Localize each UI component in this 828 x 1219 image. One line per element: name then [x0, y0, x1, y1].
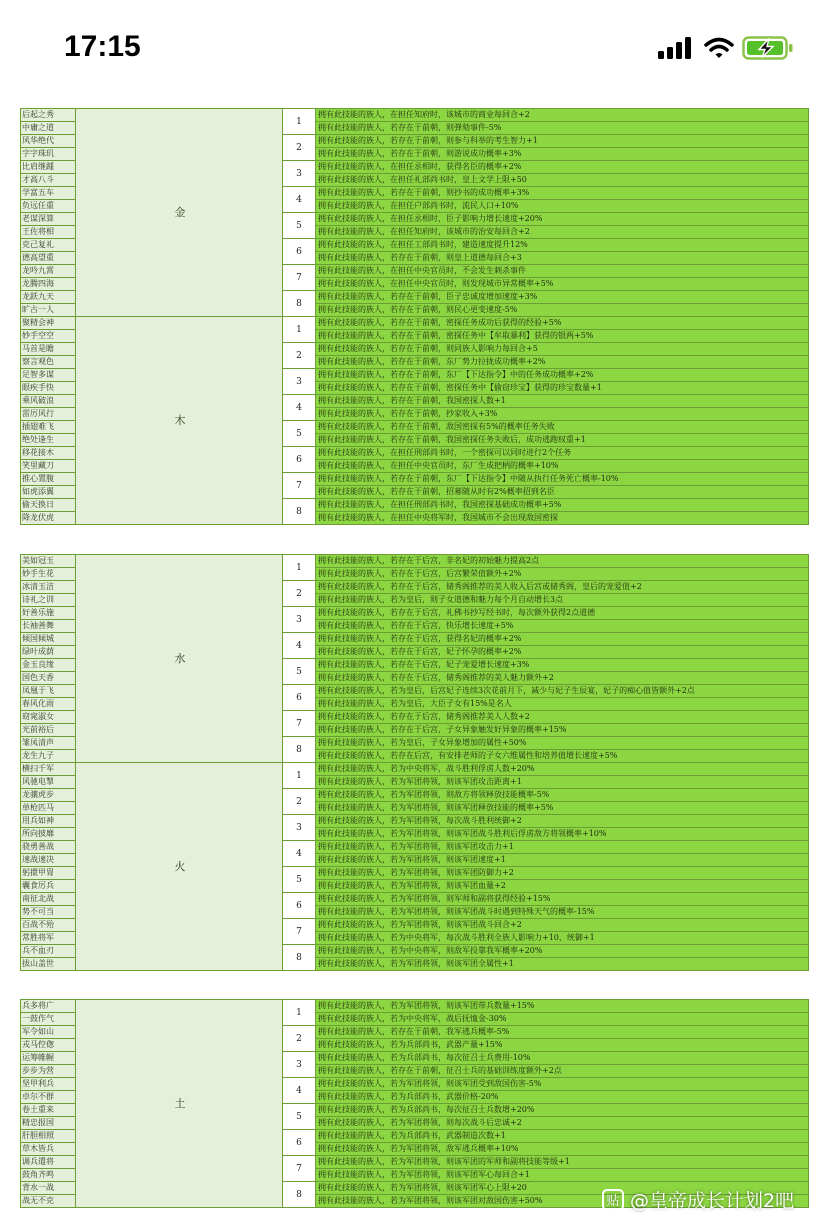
skill-description: 拥有此技能的族人，若为军团将领，则敌方将领释放技能概率-5% — [316, 789, 809, 802]
skill-description: 拥有此技能的族人，若存在于前朝，则抄书的成功概率+3% — [316, 187, 809, 200]
skill-description: 拥有此技能的族人，若为军团将领，则该军团防御力+2 — [316, 867, 809, 880]
skill-name: 常胜将军 — [21, 932, 76, 945]
skill-name: 骁勇善战 — [21, 841, 76, 854]
skill-level: 4 — [283, 1078, 316, 1104]
skill-description: 拥有此技能的族人，若为皇后，后宫妃子连续3次花前月下，减少与妃子生辰宴，妃子的痴心值皆额外+2点 — [316, 685, 809, 698]
skill-description: 拥有此技能的族人，若存在后宫，有安排老师的子女六维属性和培养值增长速度+5% — [316, 750, 809, 763]
skill-name: 所向披靡 — [21, 828, 76, 841]
skill-name: 南征北战 — [21, 893, 76, 906]
skill-level: 5 — [283, 1104, 316, 1130]
skill-level: 5 — [283, 867, 316, 893]
skill-description: 拥有此技能的族人，若存在于后宫，储秀阁推荐美人人数+2 — [316, 711, 809, 724]
skill-level: 3 — [283, 1052, 316, 1078]
skill-level: 8 — [283, 291, 316, 317]
skill-level: 8 — [283, 1182, 316, 1208]
status-bar — [0, 0, 828, 100]
skill-name: 绿叶成荫 — [21, 646, 76, 659]
skill-level: 8 — [283, 499, 316, 525]
skill-level: 7 — [283, 265, 316, 291]
skill-name: 横扫千军 — [21, 763, 76, 776]
skill-description: 拥有此技能的族人，若存在于后宫，礼佛书抄写经书时，每次额外获得2点道德 — [316, 607, 809, 620]
skill-level: 3 — [283, 815, 316, 841]
skill-name: 察言观色 — [21, 356, 76, 369]
skill-description: 拥有此技能的族人，若为皇后，大臣子女有15%是名人 — [316, 698, 809, 711]
skill-name: 学富五车 — [21, 187, 76, 200]
skill-name: 一鼓作气 — [21, 1013, 76, 1026]
skill-description: 拥有此技能的族人，若为军团将领，则该军团军心上限+20 — [316, 1182, 809, 1195]
skill-name: 龙生九子 — [21, 750, 76, 763]
skill-name: 中庸之道 — [21, 122, 76, 135]
skill-name: 倾国倾城 — [21, 633, 76, 646]
skill-description: 拥有此技能的族人，若存在于前朝，我国密探任务失败后，成功逃跑权重+1 — [316, 434, 809, 447]
skill-name: 眼疾手快 — [21, 382, 76, 395]
skill-description: 拥有此技能的族人，在担任中央官员时，东厂生成把柄的概率+10% — [316, 460, 809, 473]
skill-name: 单枪匹马 — [21, 802, 76, 815]
battery-charging-icon — [742, 36, 794, 60]
skill-name: 拔山盖世 — [21, 958, 76, 971]
element-label: 金 — [76, 109, 283, 317]
skill-name: 如虎添翼 — [21, 486, 76, 499]
skill-level: 1 — [283, 109, 316, 135]
skill-description: 拥有此技能的族人，在担任丞相时，获得名臣的概率+2% — [316, 161, 809, 174]
skill-name: 笑里藏刀 — [21, 460, 76, 473]
skill-name: 妙手空空 — [21, 330, 76, 343]
skill-description: 拥有此技能的族人，若为军团将领，则该军团战斗时遇到特殊天气的概率-15% — [316, 906, 809, 919]
skill-level: 4 — [283, 841, 316, 867]
skill-name: 马首是瞻 — [21, 343, 76, 356]
skill-description: 拥有此技能的族人，若存在于后宫，妃子怀孕的概率+2% — [316, 646, 809, 659]
skill-name: 妙手生花 — [21, 568, 76, 581]
skill-description: 拥有此技能的族人，若存在于前朝，招募随从时有2%概率招到名臣 — [316, 486, 809, 499]
skill-name: 春风化雨 — [21, 698, 76, 711]
skill-description: 拥有此技能的族人，若为军团将领，则该军团血量+2 — [316, 880, 809, 893]
skill-description: 拥有此技能的族人，若为兵部尚书，每次征召士兵费用-10% — [316, 1052, 809, 1065]
watermark-text: @皇帝成长计划2吧 — [630, 1190, 795, 1212]
skill-name: 背水一战 — [21, 1182, 76, 1195]
skill-name: 草木皆兵 — [21, 1143, 76, 1156]
skill-description: 拥有此技能的族人，在担任丞相时，臣子影响力增长速度+20% — [316, 213, 809, 226]
skill-name: 金玉良缘 — [21, 659, 76, 672]
skill-level: 1 — [283, 1000, 316, 1026]
element-label: 火 — [76, 763, 283, 971]
skill-name: 国色天香 — [21, 672, 76, 685]
skill-description: 拥有此技能的族人，若存在于后宫，储秀阁推荐的美人魅力额外+2 — [316, 672, 809, 685]
watermark — [602, 1186, 794, 1213]
skill-name: 戎马倥偬 — [21, 1039, 76, 1052]
skill-name: 字字珠玑 — [21, 148, 76, 161]
skill-name: 肝胆相照 — [21, 1130, 76, 1143]
skill-name: 用兵如神 — [21, 815, 76, 828]
skill-description: 拥有此技能的族人，若存在于后宫，非名妃的初始魅力提高2点 — [316, 555, 809, 568]
skill-description: 拥有此技能的族人，在担任工部尚书时，建造速度提升12% — [316, 239, 809, 252]
skill-name: 步步为营 — [21, 1065, 76, 1078]
skill-description: 拥有此技能的族人，在担任中央官员时，则发现城市异常概率+5% — [316, 278, 809, 291]
skill-level: 1 — [283, 763, 316, 789]
skill-name: 龙跃九天 — [21, 291, 76, 304]
skill-name: 龙吟九霄 — [21, 265, 76, 278]
skill-level: 1 — [283, 317, 316, 343]
skill-description: 拥有此技能的族人，若为中央将军，战后抚恤金-30% — [316, 1013, 809, 1026]
skill-name: 兵多将广 — [21, 1000, 76, 1013]
skill-name: 雷厉风行 — [21, 408, 76, 421]
skill-description: 拥有此技能的族人，在担任知府时，该城市的商业每回合+2 — [316, 109, 809, 122]
skill-name: 窈窕淑女 — [21, 711, 76, 724]
skill-name: 偷天换日 — [21, 499, 76, 512]
skill-description: 拥有此技能的族人，在担任中央官员时，不会发生刺杀事件 — [316, 265, 809, 278]
skill-name: 比肩继踵 — [21, 161, 76, 174]
status-time: 17:15 — [64, 30, 141, 63]
skill-name: 龙腾四海 — [21, 278, 76, 291]
skill-name: 囊食厉兵 — [21, 880, 76, 893]
skill-description: 拥有此技能的族人，若存在于前朝，密探任务中【偷窃珍宝】获得的珍宝数量+1 — [316, 382, 809, 395]
tieba-logo-icon: 贴 — [602, 1189, 624, 1211]
skills-table — [20, 999, 809, 1208]
skill-name: 精忠报国 — [21, 1117, 76, 1130]
skill-level: 4 — [283, 395, 316, 421]
skill-level: 2 — [283, 1026, 316, 1052]
skill-description: 拥有此技能的族人，若为中央将军，则敌军投靠我军概率+20% — [316, 945, 809, 958]
skill-level: 4 — [283, 633, 316, 659]
skill-name: 负远任重 — [21, 200, 76, 213]
skill-name: 移花接木 — [21, 447, 76, 460]
skill-name: 推心置腹 — [21, 473, 76, 486]
skill-name: 长袖善舞 — [21, 620, 76, 633]
skill-description: 拥有此技能的族人，在担任户部尚书时，流民人口+10% — [316, 200, 809, 213]
element-label: 土 — [76, 1000, 283, 1208]
skill-description: 拥有此技能的族人，若存在于前朝，东厂势力拉拢成功概率+2% — [316, 356, 809, 369]
skill-name: 老谋深算 — [21, 213, 76, 226]
cellular-signal-icon — [658, 37, 696, 59]
skill-name: 卓尔不群 — [21, 1091, 76, 1104]
skill-level: 6 — [283, 685, 316, 711]
skill-description: 拥有此技能的族人，若为军团将领，则该军团攻击力+1 — [316, 841, 809, 854]
skill-description: 拥有此技能的族人，若为军团将领，则该军团的军师和副将技能等级+1 — [316, 1156, 809, 1169]
skill-name: 战无不克 — [21, 1195, 76, 1208]
skill-name: 军令如山 — [21, 1026, 76, 1039]
skill-name: 诗礼之训 — [21, 594, 76, 607]
skill-description: 拥有此技能的族人，若存在于前朝，则民心更变速度-5% — [316, 304, 809, 317]
skill-level: 2 — [283, 581, 316, 607]
skill-description: 拥有此技能的族人，若为军团将领，则该军团速度+1 — [316, 854, 809, 867]
skills-table — [20, 108, 809, 525]
skill-description: 拥有此技能的族人，若存在于前朝，抄家收入+3% — [316, 408, 809, 421]
skill-level: 7 — [283, 919, 316, 945]
skill-level: 2 — [283, 343, 316, 369]
skill-description: 拥有此技能的族人，在担任刑部尚书时，我国密探基础成功概率+5% — [316, 499, 809, 512]
skill-name: 冰清玉洁 — [21, 581, 76, 594]
skill-level: 6 — [283, 447, 316, 473]
skill-description: 拥有此技能的族人，若为军团将领，则该军团对敌国伤害+50% — [316, 1195, 809, 1208]
skill-description: 拥有此技能的族人，若为军团将领，则该军团释放技能的概率+5% — [316, 802, 809, 815]
skill-name: 美如冠玉 — [21, 555, 76, 568]
skill-name: 卷土重来 — [21, 1104, 76, 1117]
skill-description: 拥有此技能的族人，若为军团将领，则该军团战斗胜利后俘虏敌方将领概率+10% — [316, 828, 809, 841]
skill-name: 足智多谋 — [21, 369, 76, 382]
skill-level: 8 — [283, 945, 316, 971]
skill-description: 拥有此技能的族人，若为军团将领，则该军团带兵数量+15% — [316, 1000, 809, 1013]
skill-level: 5 — [283, 659, 316, 685]
element-label: 水 — [76, 555, 283, 763]
skill-level: 2 — [283, 135, 316, 161]
skill-name: 龙骧虎步 — [21, 789, 76, 802]
skill-name: 百战不殆 — [21, 919, 76, 932]
skill-level: 3 — [283, 369, 316, 395]
skill-description: 拥有此技能的族人，若为兵部尚书，每次征召士兵数增+20% — [316, 1104, 809, 1117]
skill-name: 德高望重 — [21, 252, 76, 265]
skill-description: 拥有此技能的族人，若存在于前朝，则游说成功概率+3% — [316, 148, 809, 161]
skill-description: 拥有此技能的族人，若存在于前朝，则皇上道德每回合+3 — [316, 252, 809, 265]
skill-description: 拥有此技能的族人，在担任礼部尚书时，皇上文学上限+50 — [316, 174, 809, 187]
skill-description: 拥有此技能的族人，在担任中央将军时，我国城市不会出现敌国密探 — [316, 512, 809, 525]
skill-level: 8 — [283, 737, 316, 763]
skill-name: 克己复礼 — [21, 239, 76, 252]
skill-level: 1 — [283, 555, 316, 581]
skill-level: 6 — [283, 239, 316, 265]
skill-description: 拥有此技能的族人，若为兵部尚书，武器制造次数+1 — [316, 1130, 809, 1143]
skill-description: 拥有此技能的族人，若存在于前朝，征召士兵的基础训练度额外+2点 — [316, 1065, 809, 1078]
skill-description: 拥有此技能的族人，若为军团将领，则该军团军心每回合+1 — [316, 1169, 809, 1182]
skills-sheet-metal-wood — [20, 108, 808, 525]
skill-level: 3 — [283, 161, 316, 187]
skill-name: 王佐将相 — [21, 226, 76, 239]
skill-description: 拥有此技能的族人，在担任知府时，该城市的治安每回合+2 — [316, 226, 809, 239]
skill-name: 风华绝代 — [21, 135, 76, 148]
skill-name: 乘风破浪 — [21, 395, 76, 408]
skill-description: 拥有此技能的族人，若为军团将领，则该军团攻击距离+1 — [316, 776, 809, 789]
skill-description: 拥有此技能的族人，若存在于后宫，妃子宠爱增长速度+3% — [316, 659, 809, 672]
skill-description: 拥有此技能的族人，若为皇后，则子女道德和魅力每个月自动增长3点 — [316, 594, 809, 607]
skill-description: 拥有此技能的族人，若存在于前朝，我军逃兵概率-5% — [316, 1026, 809, 1039]
skill-name: 势不可当 — [21, 906, 76, 919]
table-row — [21, 555, 809, 568]
skill-description: 拥有此技能的族人，若存在于前朝，臣子忠诚度增加速度+3% — [316, 291, 809, 304]
skill-description: 拥有此技能的族人，若存在于前朝，则参与科举的考生智力+1 — [316, 135, 809, 148]
skill-description: 拥有此技能的族人，若为军团将领，则该军团受到敌国伤害-5% — [316, 1078, 809, 1091]
skill-description: 拥有此技能的族人，若为中央将军，战斗胜利俘虏人数+20% — [316, 763, 809, 776]
skills-table — [20, 554, 809, 971]
element-label: 木 — [76, 317, 283, 525]
table-row — [21, 763, 809, 776]
wifi-icon — [704, 37, 734, 59]
skill-name: 插翅难飞 — [21, 421, 76, 434]
skill-description: 拥有此技能的族人，若存在于前朝，则同族人影响力每回合+5 — [316, 343, 809, 356]
skill-name: 后起之秀 — [21, 109, 76, 122]
skill-level: 7 — [283, 473, 316, 499]
skill-level: 6 — [283, 1130, 316, 1156]
skill-description: 拥有此技能的族人，若为军团将领，则该军团全属性+1 — [316, 958, 809, 971]
skill-description: 拥有此技能的族人，若为军团将领，则该军团战斗回合+2 — [316, 919, 809, 932]
skill-name: 坚甲利兵 — [21, 1078, 76, 1091]
skills-sheet-earth — [20, 999, 808, 1208]
skill-description: 拥有此技能的族人，若存在于前朝，则弹劾事件-5% — [316, 122, 809, 135]
skill-name: 鼓角齐鸣 — [21, 1169, 76, 1182]
skill-description: 拥有此技能的族人，若为军团将领，敌军逃兵概率+10% — [316, 1143, 809, 1156]
skill-name: 躬擐甲胄 — [21, 867, 76, 880]
skill-level: 4 — [283, 187, 316, 213]
skill-name: 速战速决 — [21, 854, 76, 867]
skill-level: 6 — [283, 893, 316, 919]
table-row — [21, 317, 809, 330]
status-icons — [658, 36, 794, 60]
skill-level: 7 — [283, 711, 316, 737]
skill-name: 旷古一人 — [21, 304, 76, 317]
skill-description: 拥有此技能的族人，若为中央将军，每次战斗胜利全族人影响力+10、统御+1 — [316, 932, 809, 945]
skill-name: 风驰电掣 — [21, 776, 76, 789]
table-row — [21, 109, 809, 122]
skill-name: 调兵遣将 — [21, 1156, 76, 1169]
skill-level: 5 — [283, 421, 316, 447]
skill-description: 拥有此技能的族人，若存在于前朝，密探任务中【牟取暴利】获得的银两+5% — [316, 330, 809, 343]
skill-description: 拥有此技能的族人，若存在于前朝，东厂【下达指令】中随从执行任务死亡概率-10% — [316, 473, 809, 486]
skill-name: 绝处逢生 — [21, 434, 76, 447]
skill-name: 运筹帷幄 — [21, 1052, 76, 1065]
skill-description: 拥有此技能的族人，若存在于后宫，储秀阁推荐的美人收入后宫或储秀阁，皇后的宠爱值+2 — [316, 581, 809, 594]
skill-description: 拥有此技能的族人，在担任刑部尚书时，一个密探可以同时进行2个任务 — [316, 447, 809, 460]
skill-name: 好善乐施 — [21, 607, 76, 620]
skill-description: 拥有此技能的族人，若存在于后宫，后宫繁荣值额外+2% — [316, 568, 809, 581]
skill-level: 3 — [283, 607, 316, 633]
skill-description: 拥有此技能的族人，若存在于前朝，敌国密探有5%的概率任务失败 — [316, 421, 809, 434]
skill-name: 光前裕后 — [21, 724, 76, 737]
table-row — [21, 1000, 809, 1013]
skill-description: 拥有此技能的族人，若为军团将领，则每次战斗后忠诚+2 — [316, 1117, 809, 1130]
skill-level: 2 — [283, 789, 316, 815]
skill-description: 拥有此技能的族人，若存在于后宫，获得名妃的概率+2% — [316, 633, 809, 646]
skill-level: 7 — [283, 1156, 316, 1182]
skill-description: 拥有此技能的族人，若为兵部尚书，武器价格-20% — [316, 1091, 809, 1104]
skill-name: 雏凤清声 — [21, 737, 76, 750]
skill-description: 拥有此技能的族人，若为军团将领，每次战斗胜利统御+2 — [316, 815, 809, 828]
skill-name: 才高八斗 — [21, 174, 76, 187]
skills-sheet-water-fire — [20, 554, 808, 971]
skill-description: 拥有此技能的族人，若为皇后，子女异象增加的属性+50% — [316, 737, 809, 750]
skill-description: 拥有此技能的族人，若存在于前朝，密探任务成功后获得的经验+5% — [316, 317, 809, 330]
skill-description: 拥有此技能的族人，若为军团将领，则军师和副将获得经验+15% — [316, 893, 809, 906]
skill-description: 拥有此技能的族人，若存在于前朝，东厂【下达指令】中的任务成功概率+2% — [316, 369, 809, 382]
skill-description: 拥有此技能的族人，若存在于后宫，子女异象触发好异象的概率+15% — [316, 724, 809, 737]
skill-name: 兵不血刃 — [21, 945, 76, 958]
skill-name: 降龙伏虎 — [21, 512, 76, 525]
skill-name: 凤凰于飞 — [21, 685, 76, 698]
skill-description: 拥有此技能的族人，若存在于前朝，我国密探人数+1 — [316, 395, 809, 408]
skill-description: 拥有此技能的族人，若为兵部尚书，武器产量+15% — [316, 1039, 809, 1052]
skill-name: 聚精会神 — [21, 317, 76, 330]
skill-level: 5 — [283, 213, 316, 239]
skill-description: 拥有此技能的族人，若存在于后宫，快乐增长速度+5% — [316, 620, 809, 633]
